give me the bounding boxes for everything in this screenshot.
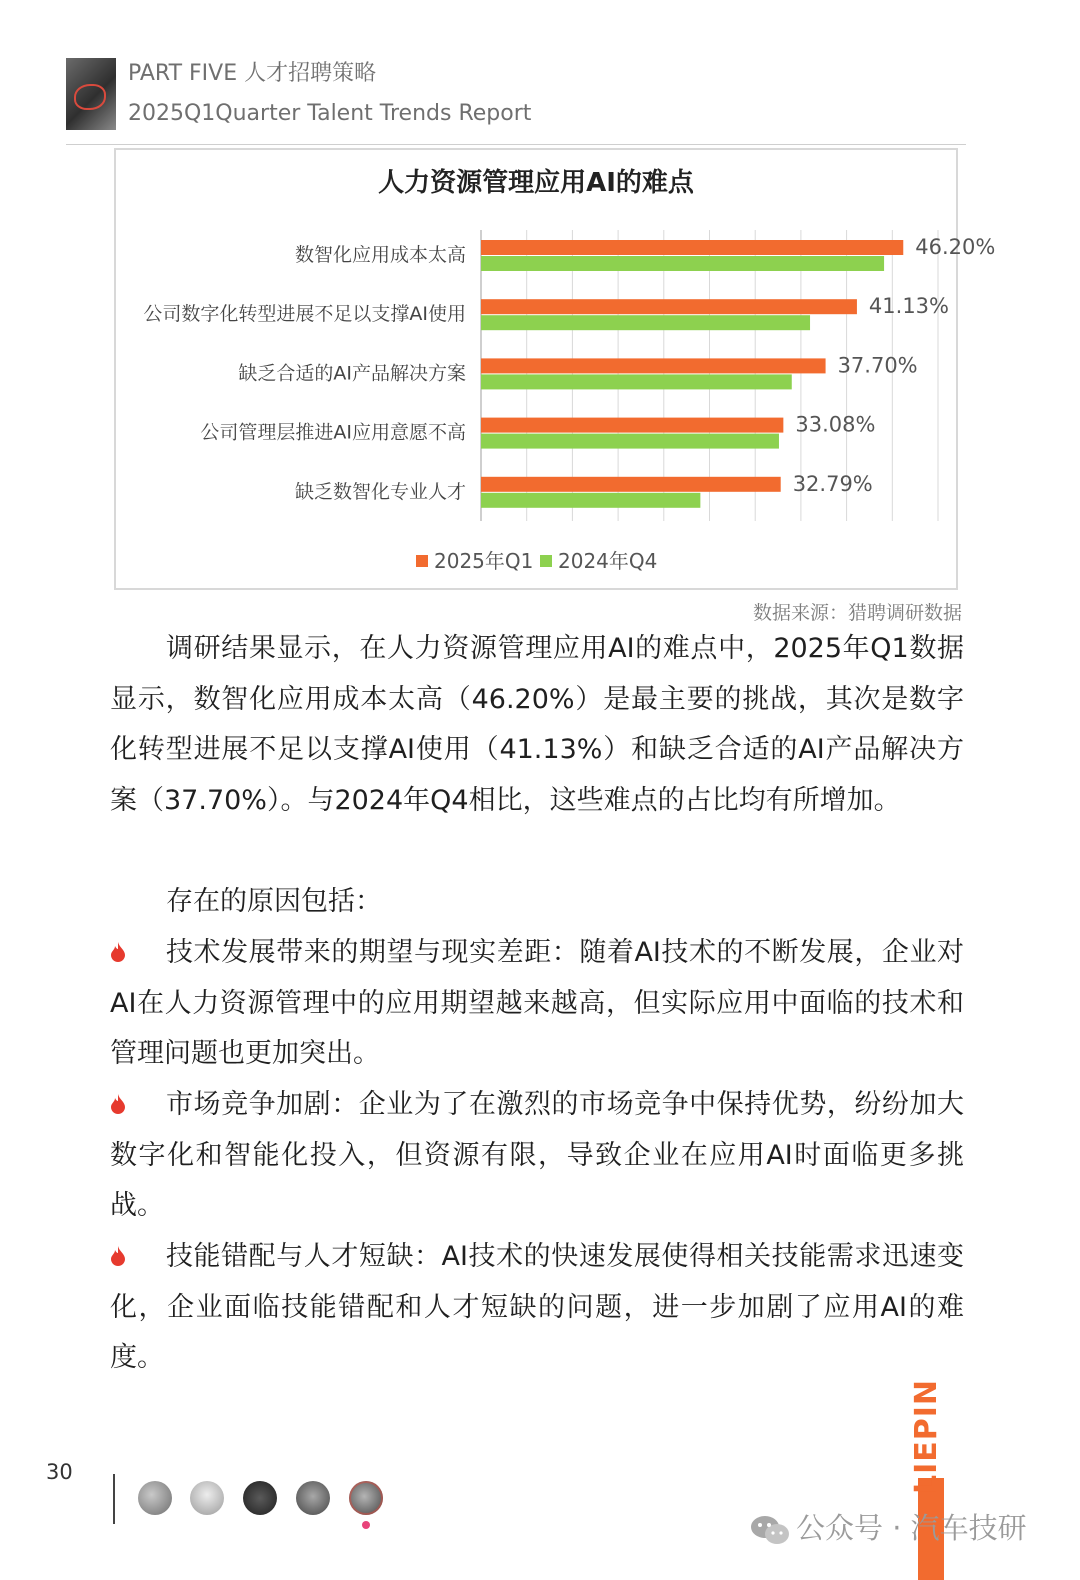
footer-thumbnail-2 bbox=[190, 1481, 224, 1515]
legend-swatch bbox=[416, 555, 428, 567]
brand-logo: LIEPIN bbox=[909, 1378, 944, 1494]
category-label: 公司数字化转型进展不足以支撑AI使用 bbox=[143, 303, 466, 326]
watermark bbox=[750, 1506, 1027, 1547]
report-title: 2025Q1Quarter Talent Trends Report bbox=[128, 101, 532, 126]
watermark-text: 公众号 · 汽车技研 bbox=[796, 1511, 1027, 1545]
data-label: 32.79% bbox=[792, 471, 873, 496]
bar-2025q1 bbox=[481, 418, 783, 433]
data-label: 33.08% bbox=[795, 412, 876, 437]
bullet-text: 市场竞争加剧：企业为了在激烈的市场竞争中保持优势，纷纷加大数字化和智能化投入，但资源有限，导致企业在应用AI时面临更多挑战。 bbox=[110, 1089, 964, 1222]
active-page-dot bbox=[362, 1521, 370, 1529]
category-label: 公司管理层推进AI应用意愿不高 bbox=[200, 421, 466, 444]
footer-thumbnail-4 bbox=[296, 1481, 330, 1515]
bar-2024q4 bbox=[481, 315, 810, 330]
footer-thumbnail-3 bbox=[243, 1481, 277, 1515]
legend-label: 2024年Q4 bbox=[558, 549, 658, 573]
category-label: 缺乏合适的AI产品解决方案 bbox=[238, 362, 466, 385]
bar-2024q4 bbox=[481, 493, 700, 508]
footer-thumbnail-1 bbox=[138, 1481, 172, 1515]
bullet-text: 技能错配与人才短缺：AI技术的快速发展使得相关技能需求迅速变化，企业面临技能错配和人才短缺的问题，进一步加剧了应用AI的难度。 bbox=[110, 1241, 964, 1374]
bar-2024q4 bbox=[481, 256, 884, 271]
category-label: 缺乏数智化专业人才 bbox=[294, 480, 466, 503]
footer-divider bbox=[113, 1474, 115, 1524]
bar-2025q1 bbox=[481, 240, 903, 255]
bullet-text: 技术发展带来的期望与现实差距：随着AI技术的不断发展，企业对AI在人力资源管理中的应用期望越来越高，但实际应用中面临的技术和管理问题也更加突出。 bbox=[110, 937, 964, 1070]
paragraph-reasons-intro: 存在的原因包括： bbox=[166, 886, 382, 917]
bar-2025q1 bbox=[481, 358, 826, 373]
flame-icon bbox=[110, 1094, 126, 1114]
page-number: 30 bbox=[46, 1460, 73, 1484]
paragraph-summary: 调研结果显示，在人力资源管理应用AI的难点中，2025年Q1数据显示，数智化应用成本太高（46.20%）是最主要的挑战，其次是数字化转型进展不足以支撑AI使用（41.13%）和缺乏合适的AI产品解决方案（37.70%）。与2024年Q4相比，这些难点的占比均有所增加。 bbox=[110, 633, 964, 816]
flame-icon bbox=[110, 942, 126, 962]
bar-2025q1 bbox=[481, 477, 781, 492]
list-item bbox=[110, 1080, 964, 1232]
bar-2024q4 bbox=[481, 374, 792, 389]
flame-icon bbox=[110, 1246, 126, 1266]
list-item bbox=[110, 928, 964, 1080]
data-label: 46.20% bbox=[915, 235, 996, 259]
legend-label: 2025年Q1 bbox=[434, 549, 534, 573]
data-label: 41.13% bbox=[868, 294, 950, 319]
list-item bbox=[110, 1232, 964, 1384]
bar-2024q4 bbox=[481, 434, 779, 449]
legend-swatch bbox=[540, 555, 552, 567]
footer-thumbnail-5-active bbox=[349, 1481, 383, 1515]
chart-title: 人力资源管理应用AI的难点 bbox=[378, 168, 694, 198]
wechat-icon bbox=[750, 1514, 790, 1546]
bar-chart bbox=[0, 0, 1080, 600]
bar-2025q1 bbox=[481, 299, 857, 314]
part-title: PART FIVE 人才招聘策略 bbox=[128, 61, 377, 86]
data-label: 37.70% bbox=[837, 353, 918, 378]
data-source: 数据来源：猎聘调研数据 bbox=[752, 602, 962, 624]
category-label: 数智化应用成本太高 bbox=[294, 244, 466, 266]
